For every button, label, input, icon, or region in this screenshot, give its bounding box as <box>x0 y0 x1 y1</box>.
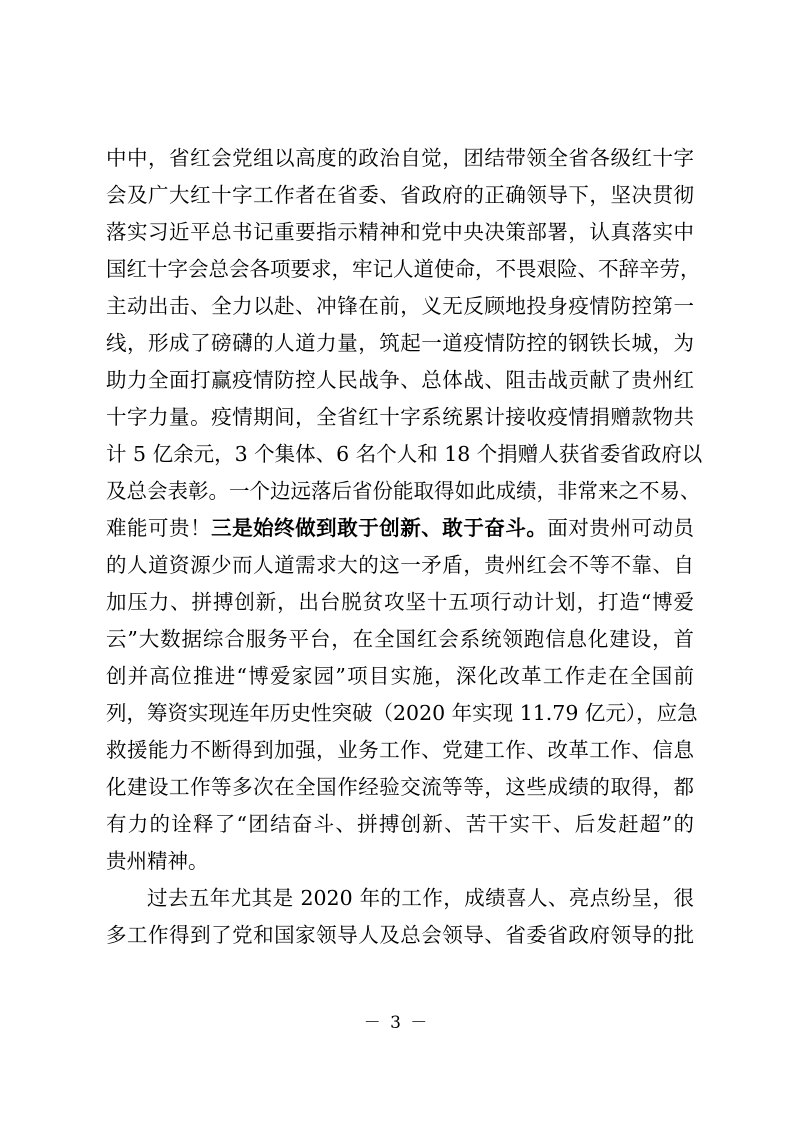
text-line-14: 云”大数据综合服务平台，在全国红会系统领跑信息化建设，首 <box>106 627 694 651</box>
text-line-11-start: 难能可贵！ <box>106 516 212 540</box>
text-line-15: 创并高位推进“博爱家园”项目实施，深化改革工作走在全国前 <box>106 664 694 688</box>
text-line-5: 主动出击、全力以赴、冲锋在前，义无反顾地投身疫情防控第一 <box>106 294 694 318</box>
text-line-21: 过去五年尤其是 2020 年的工作，成绩喜人、亮点纷呈，很 <box>147 886 694 910</box>
text-line-11-end: 面对贵州可动员 <box>547 516 695 540</box>
text-line-13: 加压力、拼搏创新，出台脱贫攻坚十五项行动计划，打造“博爱 <box>106 590 694 614</box>
text-line-17: 救援能力不断得到加强，业务工作、党建工作、改革工作、信息 <box>106 738 694 762</box>
text-line-8: 十字力量。疫情期间，全省红十字系统累计接收疫情捐赠款物共 <box>106 405 694 429</box>
text-line-9: 计 5 亿余元，3 个集体、6 名个人和 18 个捐赠人获省委省政府以 <box>106 442 703 466</box>
body-text <box>106 140 703 954</box>
text-line-12: 的人道资源少而人道需求大的这一矛盾，贵州红会不等不靠、自 <box>106 553 694 577</box>
text-line-2: 会及广大红十字工作者在省委、省政府的正确领导下，坚决贯彻 <box>106 183 694 207</box>
page-number: － 3 － <box>363 1013 430 1033</box>
text-line-6: 线，形成了磅礴的人道力量，筑起一道疫情防控的钢铁长城，为 <box>106 331 694 355</box>
bold-heading-three: 三是始终做到敢于创新、敢于奋斗。 <box>211 516 548 540</box>
text-line-18: 化建设工作等多次在全国作经验交流等等，这些成绩的取得，都 <box>106 775 694 799</box>
text-line-22: 多工作得到了党和国家领导人及总会领导、省委省政府领导的批 <box>106 923 694 947</box>
text-line-1: 中中，省红会党组以高度的政治自觉，团结带领全省各级红十字 <box>106 146 694 170</box>
text-line-3: 落实习近平总书记重要指示精神和党中央决策部署，认真落实中 <box>106 220 694 244</box>
text-line-20: 贵州精神。 <box>106 849 209 873</box>
text-line-7: 助力全面打赢疫情防控人民战争、总体战、阻击战贡献了贵州红 <box>106 368 694 392</box>
text-line-11 <box>106 510 694 547</box>
text-line-19: 有力的诠释了“团结奋斗、拼搏创新、苦干实干、后发赶超”的 <box>106 812 694 836</box>
text-line-4: 国红十字会总会各项要求，牢记人道使命，不畏艰险、不辞辛劳， <box>106 257 701 281</box>
text-line-16: 列，筹资实现连年历史性突破（2020 年实现 11.79 亿元），应急 <box>106 701 698 725</box>
text-line-10: 及总会表彰。一个边远落后省份能取得如此成绩，非常来之不易、 <box>106 479 701 503</box>
